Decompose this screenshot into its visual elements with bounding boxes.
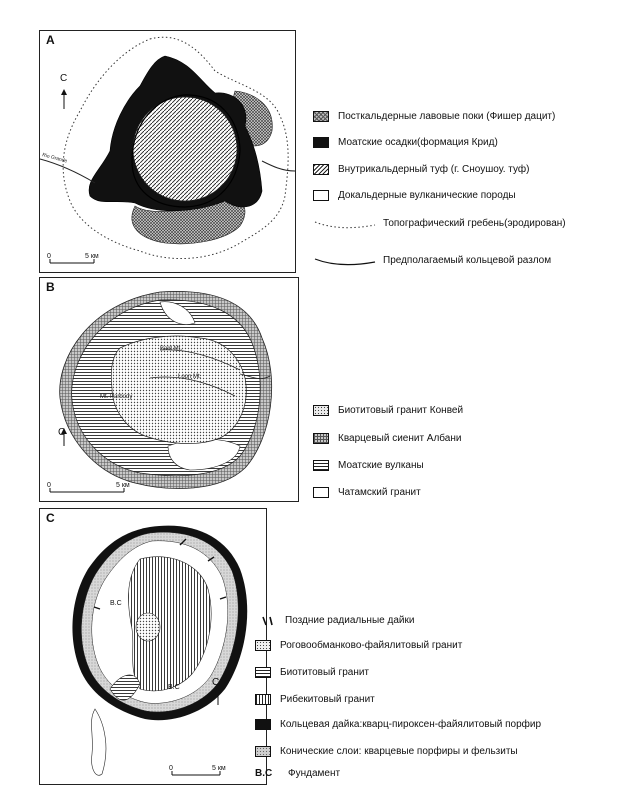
legend-a-item xyxy=(313,111,555,122)
svg-text:5 км: 5 км xyxy=(85,253,99,260)
panel-c-drawing xyxy=(40,509,266,784)
svg-text:5 км: 5 км xyxy=(212,765,226,772)
legend-b-item xyxy=(313,405,463,416)
hornblende-fayalite-granite xyxy=(136,613,160,641)
panel-b-drawing xyxy=(40,278,298,501)
legend-c-swatch-biotite xyxy=(255,667,271,678)
legend-c-item xyxy=(255,768,340,779)
legend-c-swatch-cone-sheets xyxy=(255,746,271,757)
legend-c-swatch-ring-dyke xyxy=(255,719,271,730)
legend-a-item xyxy=(313,137,498,148)
intracaldera-tuff xyxy=(133,97,237,201)
legend-c-text: Поздние радиальные дайки xyxy=(285,615,415,626)
legend-c-item xyxy=(255,694,375,705)
legend-a-text: Посткальдерные лавовые поки (Фишер дацит) xyxy=(338,111,556,122)
svg-text:С: С xyxy=(58,427,66,438)
legend-c-bc-marker: B.C xyxy=(255,768,273,779)
legend-b-item xyxy=(313,460,424,471)
north-arrow-b xyxy=(58,427,67,446)
legend-c-item xyxy=(255,640,462,651)
legend-c-text: Фундамент xyxy=(288,768,341,779)
legend-b-text: Чатамский гранит xyxy=(338,487,421,498)
legend-b-swatch-chatham xyxy=(313,487,329,498)
legend-b-swatch-albany xyxy=(313,433,329,444)
scale-bar-b xyxy=(47,482,130,492)
legend-c-text: Роговообманково-файялитовый гранит xyxy=(280,640,463,651)
bc-label-2: B.C xyxy=(168,684,180,691)
radial-dyke-symbol xyxy=(260,615,276,626)
legend-c-text: Конические слои: кварцевые порфиры и фельзиты xyxy=(280,746,518,757)
svg-text:С: С xyxy=(212,677,220,688)
bc-label-1: B.C xyxy=(110,600,122,607)
southern-extension xyxy=(91,709,105,775)
loon-mt-label: Loon Mt. xyxy=(178,374,202,380)
legend-a-item xyxy=(313,218,566,229)
legend-b-swatch-conway xyxy=(313,405,329,416)
panel-c-map xyxy=(39,508,267,785)
scale-bar-a xyxy=(47,253,99,263)
legend-b-text: Кварцевый сиенит Албани xyxy=(338,433,462,444)
panel-a-map xyxy=(39,30,296,273)
panel-b-map xyxy=(39,277,299,502)
panel-b-label: B xyxy=(46,280,55,294)
legend-b-item xyxy=(313,487,421,498)
bald-mt-label: Bald Mt. xyxy=(160,346,183,352)
legend-c-swatch-hornblende xyxy=(255,640,271,651)
svg-text:0: 0 xyxy=(47,482,51,489)
legend-c-text: Кольцевая дайка:кварц-пироксен-файялитовый порфир xyxy=(280,719,542,730)
panel-c-label: C xyxy=(46,511,55,525)
legend-a-swatch-moat xyxy=(313,137,329,148)
rio-grande-label: Rio Grande xyxy=(41,152,68,165)
legend-c-item xyxy=(255,667,369,678)
legend-a-item xyxy=(313,190,516,201)
legend-a-text: Топографический гребень(эродирован) xyxy=(383,218,566,229)
legend-a-swatch-lava xyxy=(313,111,329,122)
rio-grande xyxy=(40,159,95,183)
legend-b-text: Моатские вулканы xyxy=(338,460,424,471)
legend-a-text: Внутрикальдерный туф (г. Сноушоу. туф) xyxy=(338,164,530,175)
legend-c-text: Биотитовый гранит xyxy=(280,667,370,678)
panel-a-label: A xyxy=(46,33,55,47)
river-east xyxy=(262,161,295,171)
svg-text:0: 0 xyxy=(47,253,51,260)
legend-a-text: Моатские осадки(формация Крид) xyxy=(338,137,498,148)
legend-a-item xyxy=(313,164,529,175)
conway-granite xyxy=(111,336,246,444)
legend-b-swatch-moat xyxy=(313,460,329,471)
legend-b-text: Биотитовый гранит Конвей xyxy=(338,405,464,416)
legend-a-solid-line xyxy=(313,256,377,266)
legend-c-text: Рибекитовый гранит xyxy=(280,694,375,705)
north-arrow-a xyxy=(60,73,67,109)
legend-c-item xyxy=(255,746,518,757)
svg-text:5 км: 5 км xyxy=(116,482,130,489)
legend-a-text: Предполагаемый кольцевой разлом xyxy=(383,255,552,266)
legend-a-swatch-precaldera xyxy=(313,190,329,201)
legend-a-swatch-tuff xyxy=(313,164,329,175)
legend-a-text: Докальдерные вулканические породы xyxy=(338,190,516,201)
panel-a-drawing xyxy=(40,31,295,272)
legend-c-item xyxy=(255,719,541,730)
legend-c-swatch-riebeckite xyxy=(255,694,271,705)
legend-a-item xyxy=(313,255,551,266)
legend-a-dotted-line xyxy=(313,219,377,229)
svg-text:0: 0 xyxy=(169,765,173,772)
scale-bar-c xyxy=(169,765,226,775)
svg-text:С: С xyxy=(60,73,68,84)
legend-c-item xyxy=(260,615,414,626)
mt-parbody-label: Mt. Parbody xyxy=(100,394,133,400)
legend-b-item xyxy=(313,433,461,444)
